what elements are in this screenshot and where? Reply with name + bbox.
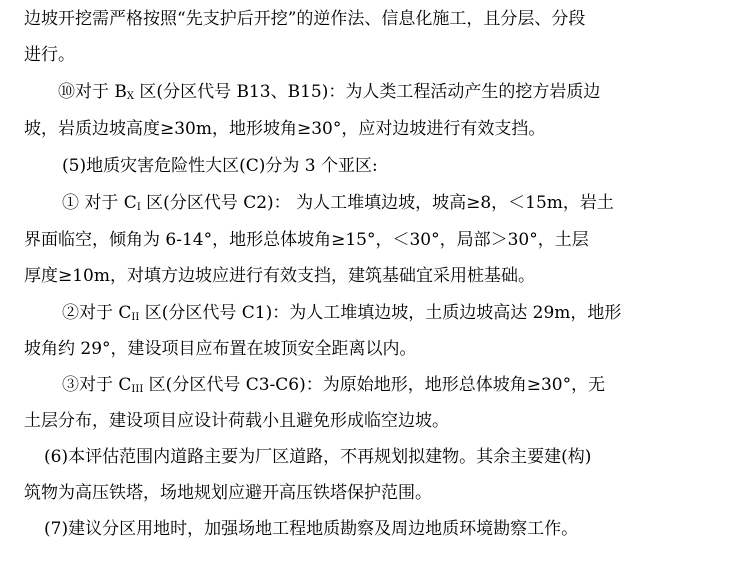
paragraph-line: 边坡开挖需严格按照“先支护后开挖”的逆作法、信息化施工，且分层、分段	[24, 9, 586, 29]
section-heading: (5)地质灾害危险性大区(C)分为 3 个亚区:	[62, 156, 378, 176]
paragraph-line-c2-zone	[62, 302, 621, 329]
line-prefix: ⑩对于 B	[58, 82, 127, 102]
paragraph-line: 筑物为高压铁塔，场地规划应避开高压铁塔保护范围。	[24, 483, 432, 503]
line-prefix: ②对于 C	[62, 303, 132, 323]
paragraph-line-c3-zone	[62, 374, 605, 401]
paragraph-line-c1-zone	[62, 192, 614, 219]
paragraph-line: 土层分布，建设项目应设计荷载小且避免形成临空边坡。	[24, 411, 449, 431]
line-text: 区(分区代号 C1)：为人工堆填边坡，土质边坡高达 29m，地形	[139, 303, 622, 323]
line-prefix: ③对于 C	[62, 375, 132, 395]
line-prefix: ① 对于 C	[62, 193, 137, 213]
paragraph-line: (6)本评估范围内道路主要为厂区道路，不再规划拟建物。其余主要建(构)	[44, 447, 592, 467]
zone-subscript: III	[131, 384, 144, 395]
line-text: 区(分区代号 C2)： 为人工堆填边坡，坡高≥8，＜15m，岩土	[140, 193, 614, 213]
paragraph-line: 界面临空，倾角为 6-14°，地形总体坡角≥15°，＜30°，局部＞30°，土层	[24, 230, 589, 250]
paragraph-line: 厚度≥10m，对填方边坡应进行有效支挡，建筑基础宜采用桩基础。	[24, 266, 535, 286]
zone-subscript: I	[136, 202, 141, 213]
paragraph-line: (7)建议分区用地时，加强场地工程地质勘察及周边地质环境勘察工作。	[44, 519, 579, 539]
paragraph-line: 坡，岩质边坡高度≥30m，地形坡角≥30°，应对边坡进行有效支挡。	[24, 119, 546, 139]
zone-subscript: X	[126, 91, 135, 102]
paragraph-line-bx-zone	[58, 81, 600, 108]
zone-subscript: II	[131, 312, 140, 323]
line-text: 区(分区代号 B13、B15)：为人类工程活动产生的挖方岩质边	[134, 82, 601, 102]
paragraph-line: 坡角约 29°，建设项目应布置在坡顶安全距离以内。	[24, 339, 417, 359]
paragraph-line: 进行。	[24, 45, 75, 65]
line-text: 区(分区代号 C3-C6)：为原始地形，地形总体坡角≥30°，无	[143, 375, 606, 395]
